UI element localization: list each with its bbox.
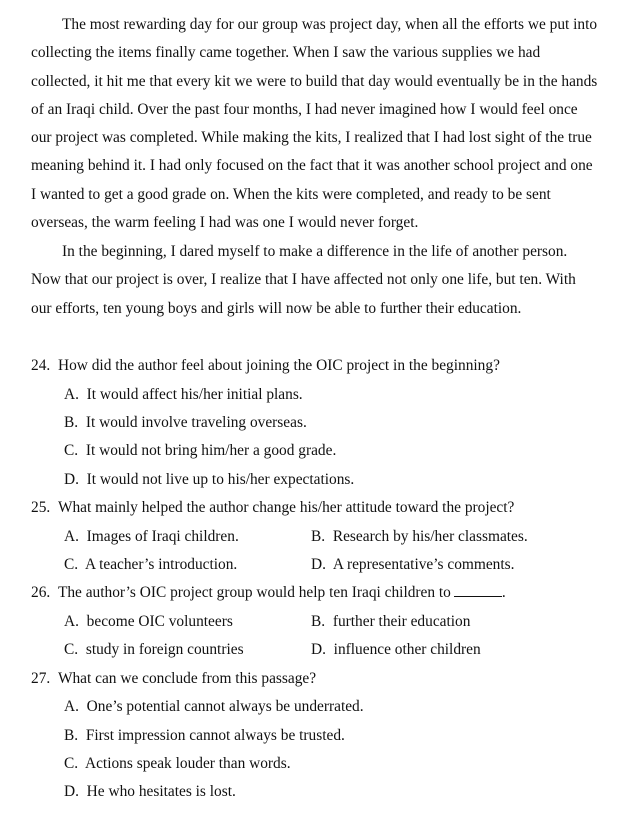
option-label: C. (64, 442, 79, 459)
option-text: It would not bring him/her a good grade. (85, 442, 337, 459)
option-label: A. (64, 613, 79, 630)
question-25-stem (31, 498, 514, 518)
option-text: Research by his/her classmates. (332, 528, 528, 545)
option-text: further their education (332, 613, 471, 630)
q27-option-c[interactable] (64, 754, 291, 774)
q27-option-a[interactable] (64, 697, 364, 717)
q26-option-c[interactable] (64, 640, 244, 660)
q26-option-b[interactable] (311, 612, 470, 632)
question-text: What mainly helped the author change his/her attitude toward the project? (57, 499, 515, 516)
q25-option-b[interactable] (311, 527, 528, 547)
option-label: D. (311, 556, 326, 573)
option-label: A. (64, 698, 79, 715)
option-text: It would involve traveling overseas. (85, 414, 307, 431)
option-label: B. (64, 727, 79, 744)
question-number: 24. (31, 357, 51, 374)
option-text: A teacher’s introduction. (84, 556, 238, 573)
option-text: A representative’s comments. (332, 556, 515, 573)
passage-paragraph-2-text: In the beginning, I dared myself to make a difference in the life of another person. Now that our project is over, I realize that I have affected not only one life, but ten. With our efforts, ten young boys and girls will now be able to further their education. (31, 243, 576, 317)
option-text: First impression cannot always be trusted. (85, 727, 345, 744)
passage-paragraph-1 (31, 11, 599, 237)
option-label: B. (311, 613, 326, 630)
q25-option-c[interactable] (64, 555, 237, 575)
option-label: C. (64, 641, 79, 658)
option-text: influence other children (333, 641, 481, 658)
option-label: B. (311, 528, 326, 545)
q27-option-b[interactable] (64, 726, 345, 746)
passage-paragraph-1-text: The most rewarding day for our group was project day, when all the efforts we put into collecting the items finally came together. When I saw the various supplies we had collected, it hit me that every kit we were to build that day would eventually be in the hands of an Iraqi child. Over the past four months, I had never imagined how I would feel once our project was completed. While making the kits, I realized that I had lost sight of the true meaning behind it. I had only focused on the fact that it was another school project and one I wanted to get a good grade on. When the kits were completed, and ready to be sent overseas, the warm feeling I had was one I would never forget. (31, 16, 598, 232)
passage-paragraph-2 (31, 238, 599, 323)
option-label: D. (311, 641, 326, 658)
option-text: It would affect his/her initial plans. (86, 386, 303, 403)
option-label: D. (64, 783, 79, 800)
option-text: Actions speak louder than words. (84, 755, 291, 772)
question-text: How did the author feel about joining the OIC project in the beginning? (57, 357, 500, 374)
option-label: C. (64, 556, 79, 573)
q24-option-c[interactable] (64, 441, 336, 461)
q26-option-d[interactable] (311, 640, 481, 660)
question-number: 25. (31, 499, 51, 516)
q26-option-a[interactable] (64, 612, 233, 632)
q24-option-a[interactable] (64, 385, 303, 405)
question-number: 26. (31, 584, 51, 601)
option-text: study in foreign countries (85, 641, 244, 658)
option-text: It would not live up to his/her expectations. (86, 471, 355, 488)
q24-option-b[interactable] (64, 413, 307, 433)
question-27-stem (31, 669, 316, 689)
q24-option-d[interactable] (64, 470, 354, 490)
option-text: Images of Iraqi children. (86, 528, 239, 545)
q25-option-d[interactable] (311, 555, 514, 575)
question-26-stem (31, 583, 506, 603)
option-label: A. (64, 528, 79, 545)
option-text: He who hesitates is lost. (86, 783, 236, 800)
question-stem-end: . (501, 584, 506, 601)
q25-option-a[interactable] (64, 527, 239, 547)
answer-blank (454, 583, 502, 597)
question-text: What can we conclude from this passage? (57, 670, 317, 687)
question-24-stem (31, 356, 500, 376)
question-text: The author’s OIC project group would help ten Iraqi children to (57, 584, 451, 601)
q27-option-d[interactable] (64, 782, 236, 802)
option-label: B. (64, 414, 79, 431)
question-number: 27. (31, 670, 51, 687)
option-text: become OIC volunteers (86, 613, 233, 630)
option-text: One’s potential cannot always be underrated. (86, 698, 364, 715)
option-label: C. (64, 755, 79, 772)
option-label: A. (64, 386, 79, 403)
option-label: D. (64, 471, 79, 488)
